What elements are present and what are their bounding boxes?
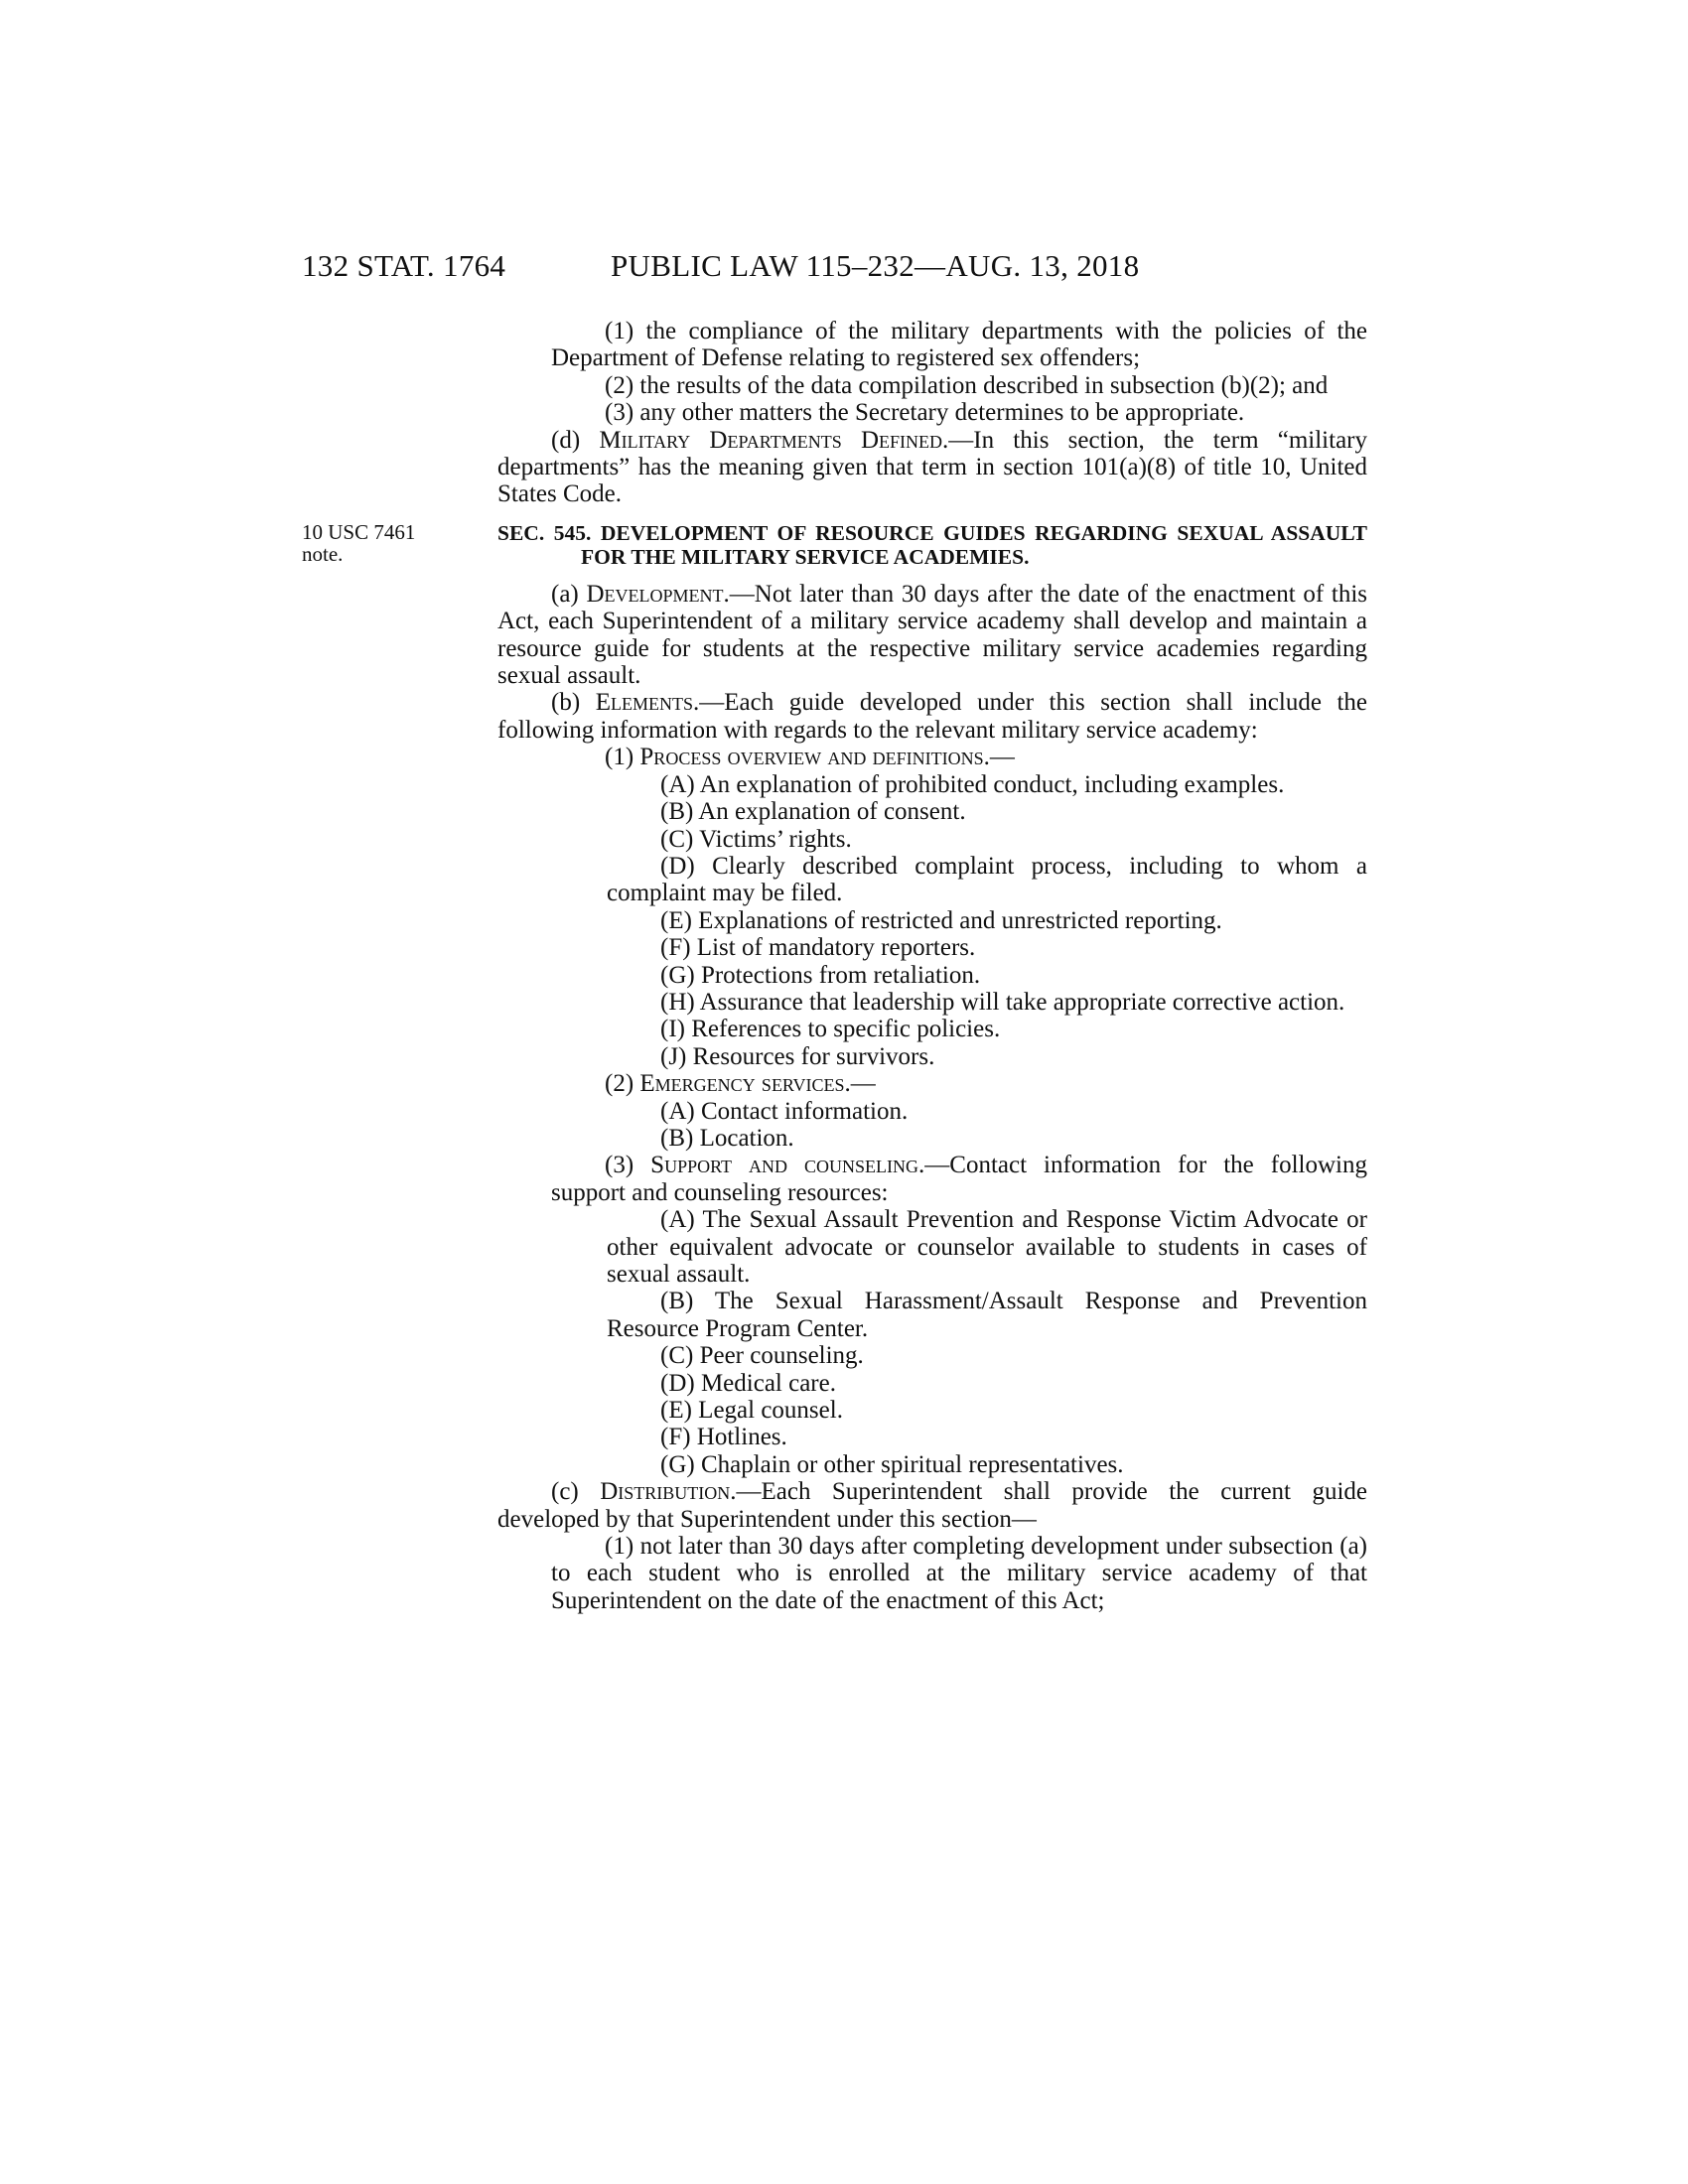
subsection-b-label: (b) <box>551 689 581 717</box>
paragraph-2-label: (2) <box>605 1070 634 1098</box>
subsection-d-text: —In this section, the term “military departments” has the meaning given that term in section 101(a)(8) of title 10, United States Code. <box>497 426 1367 508</box>
paragraph-2-item-b: (B) Location. <box>660 1124 794 1152</box>
section-545-heading-block <box>302 519 1367 569</box>
usc-margin-note: 10 USC 7461 note. <box>302 519 416 566</box>
paragraph-1-heading: Process overview and definitions. <box>639 744 990 771</box>
paragraph-1-item-j: (J) Resources for survivors. <box>660 1042 935 1070</box>
paragraph-1-item-a: (A) An explanation of prohibited conduct, including examples. <box>660 770 1285 798</box>
running-head <box>0 248 1688 288</box>
paragraph-2 <box>497 1070 1367 1097</box>
subsection-b-text: —Each guide developed under this section shall include the following information with regards to the relevant military service academy: <box>497 689 1368 744</box>
paragraph-2-dash: — <box>850 1070 876 1098</box>
subsection-c-paragraph-1: (1) not later than 30 days after completing development under subsection (a) to each student who is enrolled at the military service academy of that Superintendent on the date of the enactment of this Act; <box>551 1533 1367 1614</box>
carryover-paragraph-1: (1) the compliance of the military departments with the policies of the Department of Defense relating to registered sex offenders; <box>551 318 1367 372</box>
paragraph-3-item-e: (E) Legal counsel. <box>660 1397 843 1425</box>
paragraph-1-item-f: (F) List of mandatory reporters. <box>660 934 976 962</box>
paragraph-3-heading: Support and counseling. <box>650 1152 925 1179</box>
section-heading: SEC. 545. DEVELOPMENT OF RESOURCE GUIDES REGARDING SEXUAL ASSAULT FOR THE MILITARY SERVICE ACADEMIES. <box>497 520 1367 569</box>
paragraph-3-item-c: (C) Peer counseling. <box>660 1342 864 1370</box>
paragraph-3-item-a: (A) The Sexual Assault Prevention and Response Victim Advocate or other equivalent advocate or counselor available to students in cases of sexual assault. <box>607 1206 1367 1288</box>
subsection-b <box>497 689 1367 744</box>
paragraph-3 <box>497 1152 1367 1206</box>
subsection-c-text: —Each Superintendent shall provide the current guide developed by that Superintendent under this section— <box>497 1478 1367 1533</box>
paragraph-3-label: (3) <box>605 1152 634 1179</box>
carryover-paragraph-2: (2) the results of the data compilation described in subsection (b)(2); and <box>605 371 1329 399</box>
subsection-a-text: —Not later than 30 days after the date of the enactment of this Act, each Superintendent of a military service academy shall develop and maintain a resource guide for students at the respective military service academies regarding sexual assault. <box>497 580 1368 690</box>
subsection-d-label: (d) <box>551 426 581 454</box>
paragraph-3-item-g: (G) Chaplain or other spiritual representatives. <box>660 1450 1124 1478</box>
paragraph-1 <box>497 744 1367 770</box>
subsection-c <box>497 1478 1367 1533</box>
statute-page-reference: 132 STAT. 1764 <box>302 248 506 283</box>
public-law-header: PUBLIC LAW 115–232—AUG. 13, 2018 <box>611 248 1140 283</box>
paragraph-3-item-b: (B) The Sexual Harassment/Assault Response and Prevention Resource Program Center. <box>607 1288 1367 1342</box>
paragraph-1-label: (1) <box>605 744 634 771</box>
subsection-c-label: (c) <box>551 1478 579 1506</box>
paragraph-1-item-c: (C) Victims’ rights. <box>660 825 852 853</box>
document-body <box>302 318 1368 1614</box>
carryover-paragraph-3: (3) any other matters the Secretary determines to be appropriate. <box>605 399 1245 427</box>
paragraph-1-dash: — <box>989 744 1015 771</box>
subsection-d-heading: Military Departments Defined. <box>599 426 949 454</box>
subsection-a <box>497 581 1367 690</box>
paragraph-3-item-f: (F) Hotlines. <box>660 1424 787 1451</box>
paragraph-2-item-a: (A) Contact information. <box>660 1097 909 1125</box>
subsection-d <box>497 427 1367 508</box>
paragraph-1-item-g: (G) Protections from retaliation. <box>660 961 981 989</box>
subsection-a-heading: Development. <box>586 580 730 608</box>
paragraph-1-item-d: (D) Clearly described complaint process, including to whom a complaint may be filed. <box>607 852 1367 907</box>
paragraph-1-item-h: (H) Assurance that leadership will take appropriate corrective action. <box>660 988 1345 1016</box>
paragraph-1-item-b: (B) An explanation of consent. <box>660 798 966 826</box>
paragraph-1-item-e: (E) Explanations of restricted and unrestricted reporting. <box>660 906 1222 934</box>
paragraph-3-item-d: (D) Medical care. <box>660 1369 836 1397</box>
subsection-c-heading: Distribution. <box>600 1478 737 1506</box>
paragraph-2-heading: Emergency services. <box>639 1070 851 1098</box>
subsection-b-heading: Elements. <box>595 689 700 717</box>
subsection-a-label: (a) <box>551 580 579 608</box>
paragraph-3-text: —Contact information for the following support and counseling resources: <box>551 1152 1368 1206</box>
paragraph-1-item-i: (I) References to specific policies. <box>660 1016 1001 1043</box>
